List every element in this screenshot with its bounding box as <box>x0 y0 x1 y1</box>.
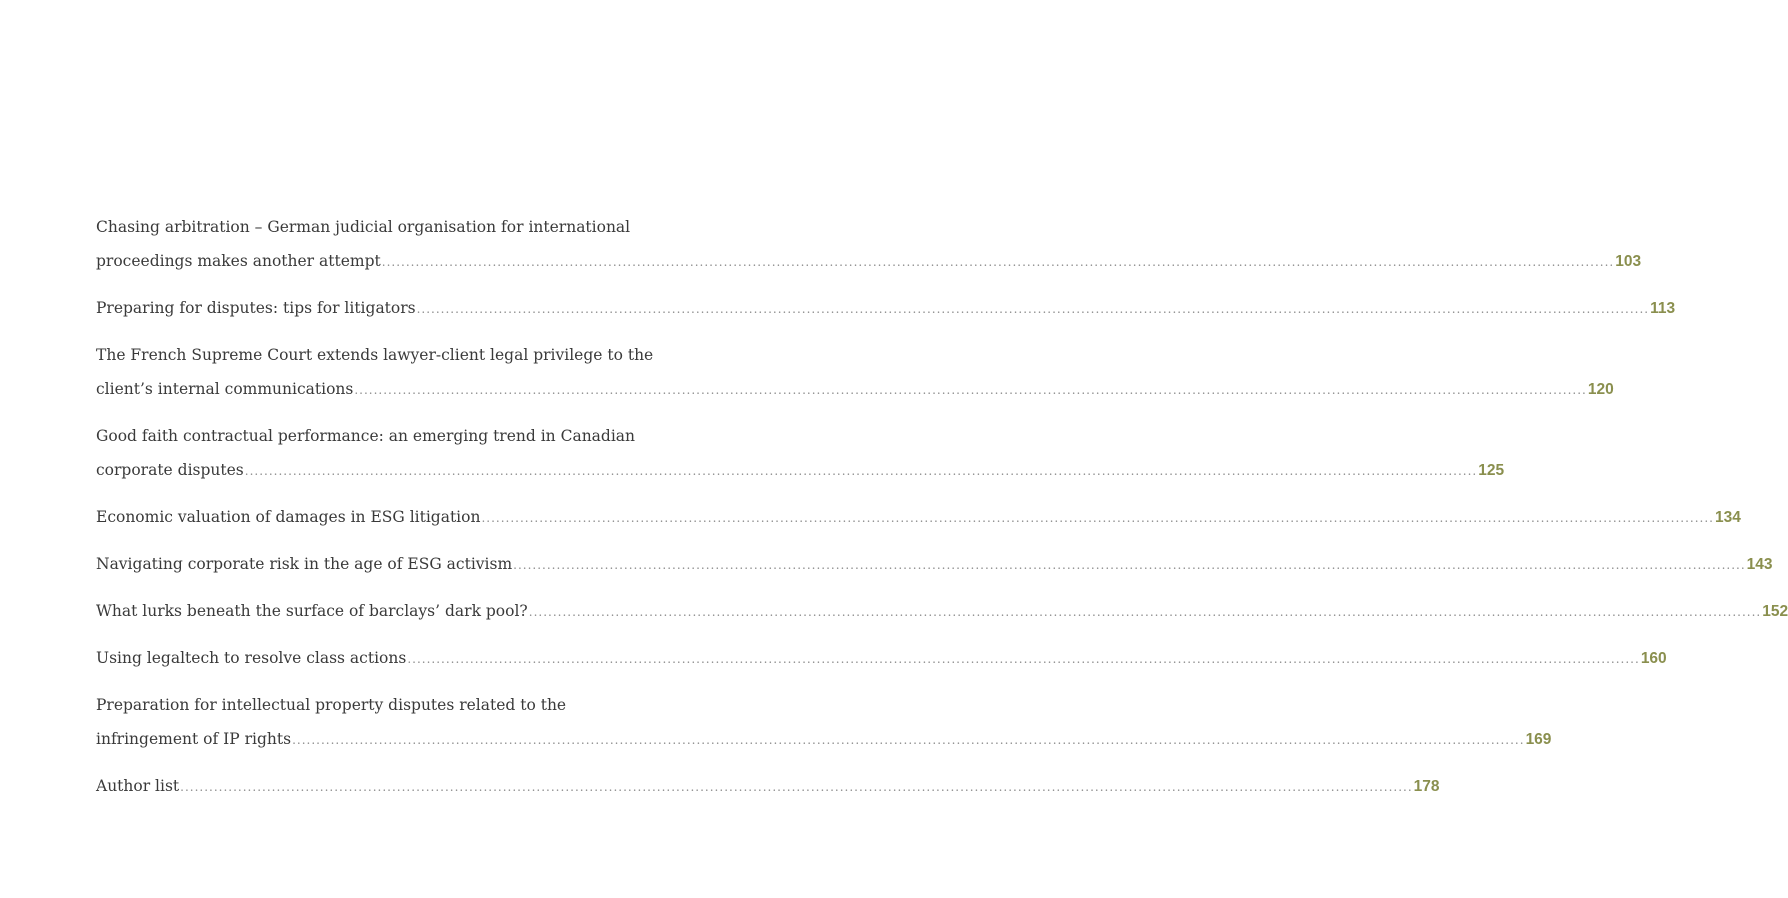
toc-entry-title: Economic valuation of damages in ESG litigation <box>96 508 481 526</box>
dot-leader <box>529 595 1762 629</box>
toc-entry[interactable] <box>96 547 1773 581</box>
toc-page-number: 120 <box>1587 381 1614 398</box>
toc-entry-title: client’s internal communications <box>96 380 354 398</box>
toc-entry-title-line: Good faith contractual performance: an emerging trend in Canadian <box>96 427 636 445</box>
dot-leader <box>481 501 1714 535</box>
dot-leader <box>382 245 1615 279</box>
toc-entry-title: proceedings makes another attempt <box>96 252 381 270</box>
toc-page-number: 178 <box>1413 778 1440 795</box>
toc-entry-title-line: Chasing arbitration – German judicial organisation for international <box>96 218 631 236</box>
toc-page-number: 103 <box>1615 253 1642 270</box>
toc-page-number: 152 <box>1762 603 1788 620</box>
toc-entry-final-line <box>96 641 1667 675</box>
toc-entry[interactable] <box>96 338 1614 406</box>
dot-leader <box>417 292 1650 326</box>
toc-entry[interactable] <box>96 500 1741 534</box>
toc-entry-title: corporate disputes <box>96 461 244 479</box>
toc-entry[interactable] <box>96 210 1642 278</box>
toc-entry-final-line <box>96 500 1741 534</box>
toc-entry-final-line <box>96 453 1505 487</box>
toc-entry-final-line <box>96 372 1614 406</box>
toc-entry-title: infringement of IP rights <box>96 730 292 748</box>
dot-leader <box>292 723 1525 757</box>
toc-entry[interactable] <box>96 291 1676 325</box>
dot-leader <box>513 548 1746 582</box>
toc-entry[interactable] <box>96 419 1505 487</box>
toc-entry-title: Using legaltech to resolve class actions <box>96 649 407 667</box>
toc-entry-final-line <box>96 291 1676 325</box>
toc-entry-title-line: The French Supreme Court extends lawyer-client legal privilege to the <box>96 346 654 364</box>
toc-entry-title: Navigating corporate risk in the age of ESG activism <box>96 555 513 573</box>
toc-entry-final-line <box>96 547 1773 581</box>
toc-entry-final-line <box>96 594 1788 628</box>
toc-entry-final-line <box>96 769 1440 803</box>
toc-entry-title: Preparing for disputes: tips for litigators <box>96 299 416 317</box>
toc-entry[interactable] <box>96 641 1667 675</box>
dot-leader <box>354 373 1587 407</box>
toc-page-number: 169 <box>1525 731 1552 748</box>
dot-leader <box>180 770 1413 804</box>
toc-page-number: 143 <box>1746 556 1773 573</box>
dot-leader <box>245 454 1478 488</box>
toc-entry-title: What lurks beneath the surface of barclays’ dark pool? <box>96 602 528 620</box>
dot-leader <box>407 642 1640 676</box>
table-of-contents <box>96 210 1788 803</box>
toc-entry[interactable] <box>96 769 1440 803</box>
toc-entry-final-line <box>96 722 1552 756</box>
toc-page-number: 113 <box>1650 300 1676 317</box>
toc-page-number: 134 <box>1714 509 1741 526</box>
toc-entry[interactable] <box>96 594 1788 628</box>
toc-page-number: 160 <box>1640 650 1667 667</box>
toc-entry-title-line: Preparation for intellectual property disputes related to the <box>96 696 567 714</box>
toc-entry-title: Author list <box>96 777 180 795</box>
toc-entry[interactable] <box>96 688 1552 756</box>
toc-entry-final-line <box>96 244 1642 278</box>
toc-page-number: 125 <box>1478 462 1505 479</box>
